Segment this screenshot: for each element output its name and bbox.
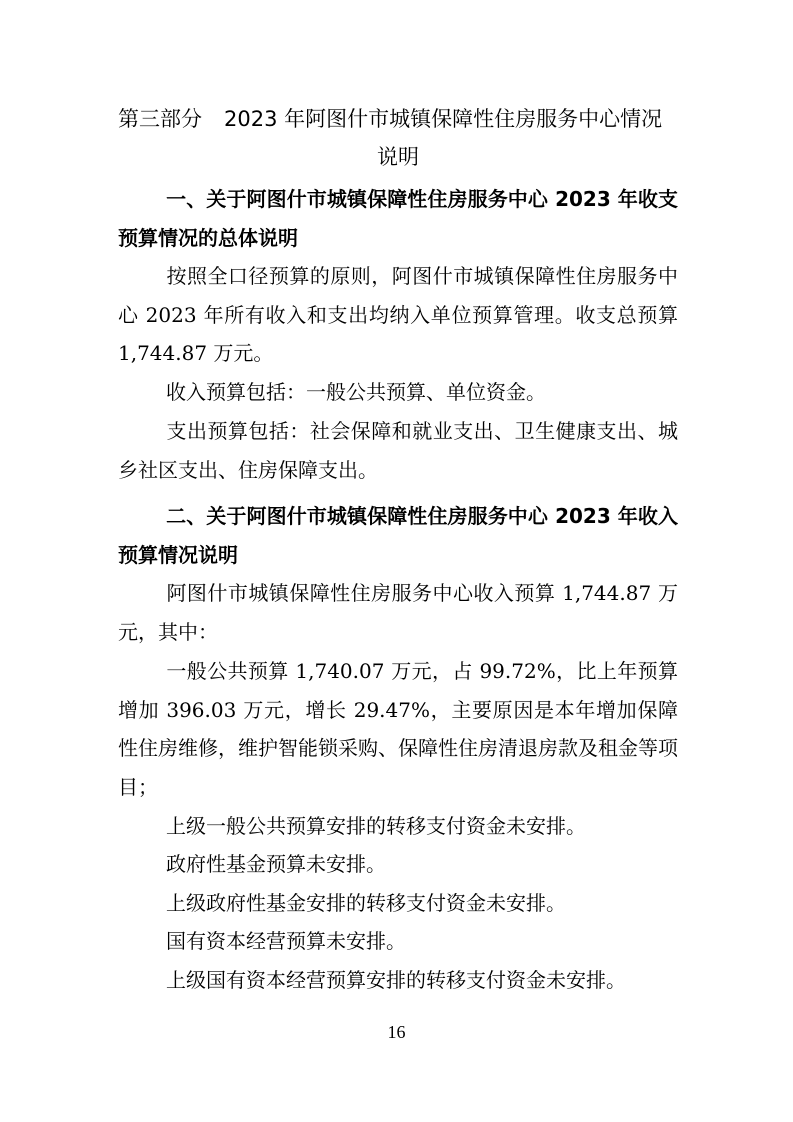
document-title-line-2: 说明 — [377, 145, 419, 169]
part-label: 第三部分 — [118, 107, 202, 131]
section-2-paragraph-3: 上级一般公共预算安排的转移支付资金未安排。 — [166, 814, 586, 838]
page-number: 16 — [387, 1022, 406, 1042]
section-2-paragraph-7: 上级国有资本经营预算安排的转移支付资金未安排。 — [166, 968, 626, 992]
section-1-paragraph-3: 支出预算包括：社会保障和就业支出、卫生健康支出、城乡社区支出、住房保障支出。 — [118, 419, 678, 482]
section-1-heading: 一、关于阿图什市城镇保障性住房服务中心 2023 年收支预算情况的总体说明 — [118, 187, 678, 250]
section-2-paragraph-4: 政府性基金预算未安排。 — [166, 852, 386, 876]
section-2-heading: 二、关于阿图什市城镇保障性住房服务中心 2023 年收入预算情况说明 — [118, 504, 678, 567]
document-title-line-1 — [118, 104, 678, 134]
section-2-paragraph-5: 上级政府性基金安排的转移支付资金未安排。 — [166, 891, 566, 915]
title-text: 2023 年阿图什市城镇保障性住房服务中心情况 — [224, 107, 663, 131]
section-2-paragraph-6: 国有资本经营预算未安排。 — [166, 929, 406, 953]
section-2-paragraph-1: 阿图什市城镇保障性住房服务中心收入预算 1,744.87 万元，其中： — [118, 581, 678, 644]
section-1-paragraph-2: 收入预算包括：一般公共预算、单位资金。 — [166, 380, 546, 404]
section-1-paragraph-1: 按照全口径预算的原则，阿图什市城镇保障性住房服务中心 2023 年所有收入和支出均纳入单位预算管理。收支总预算 1,744.87 万元。 — [118, 264, 678, 366]
section-2-paragraph-2: 一般公共预算 1,740.07 万元，占 99.72%，比上年预算增加 396.03 万元，增长 29.47%，主要原因是本年增加保障性住房维修，维护智能锁采购、保障性住房清退房款及租金等项目； — [118, 659, 678, 799]
